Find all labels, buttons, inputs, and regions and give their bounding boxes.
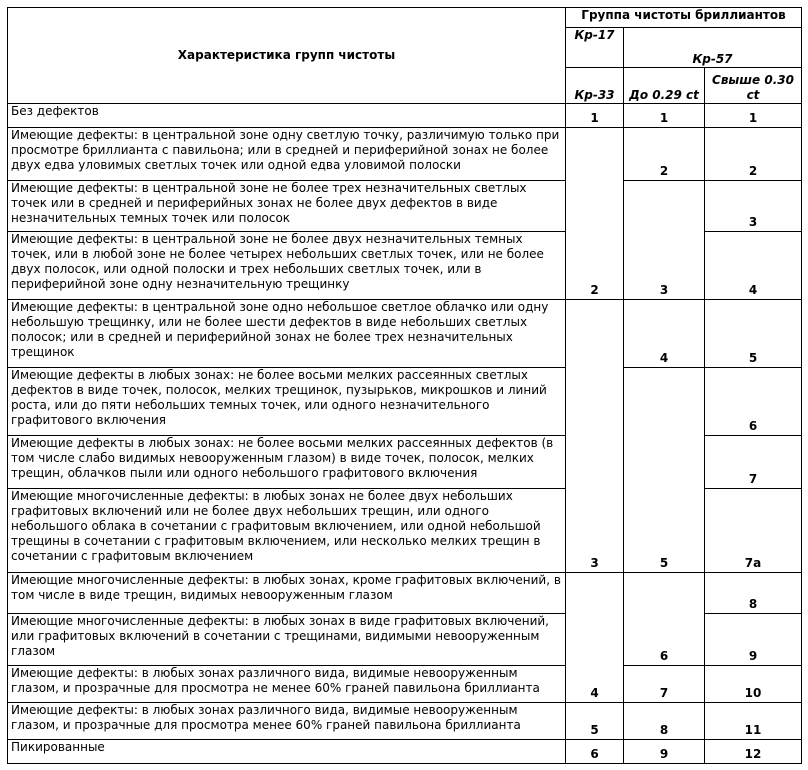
row-characteristic: Пикированные [8,740,566,764]
header-upto029: До 0.29 ct [624,68,705,104]
upto029-cell: 6 [624,573,705,666]
kr33-cell: 2 [566,128,624,300]
row-characteristic: Имеющие многочисленные дефекты: в любых зонах не более двух небольших графитовых включений или не более двух небольших трещин, или одного небольшого облака в сочетании с графитовым включением, или одной небольшой трещины в сочетании с графитовым включением, или несколько мелких трещин в сочетании с графитовым включением [8,489,566,573]
over030-cell: 8 [705,573,802,614]
upto029-cell: 2 [624,128,705,181]
upto029-cell: 9 [624,740,705,764]
row-characteristic: Имеющие дефекты в любых зонах: не более восьми мелких рассеянных светлых дефектов в виде точек, полосок, мелких трещинок, пузырьков, микрошков и линий роста, или до пяти небольших темных точек, или одного незначительного графитового включения [8,368,566,436]
over030-cell: 1 [705,104,802,128]
row-characteristic: Имеющие дефекты: в любых зонах различного вида, видимые невооруженным глазом, и прозрачные для просмотра не менее 60% граней павильона бриллианта [8,666,566,703]
over030-cell: 7 [705,436,802,489]
row-characteristic: Имеющие многочисленные дефекты: в любых зонах, кроме графитовых включений, в том числе в виде трещин, видимых невооруженным глазом [8,573,566,614]
header-group-title: Группа чистоты бриллиантов [566,8,802,28]
header-kr17: Кр-17 [566,28,624,68]
upto029-cell: 7 [624,666,705,703]
over030-cell: 10 [705,666,802,703]
row-characteristic: Имеющие многочисленные дефекты: в любых зонах в виде графитовых включений, или графитовых включений в сочетании с трещинами, видимыми невооруженным глазом [8,614,566,666]
header-kr33: Кр-33 [566,68,624,104]
over030-cell: 3 [705,181,802,232]
row-characteristic: Имеющие дефекты: в центральной зоне не более трех незначительных светлых точек или в средней и периферийных зонах не более двух дефектов в виде незначительных темных точек или полосок [8,181,566,232]
row-characteristic: Без дефектов [8,104,566,128]
over030-cell: 2 [705,128,802,181]
over030-cell: 7а [705,489,802,573]
row-characteristic: Имеющие дефекты: в любых зонах различного вида, видимые невооруженным глазом, и прозрачные для просмотра менее 60% граней павильона бриллианта [8,703,566,740]
upto029-cell: 4 [624,300,705,368]
upto029-cell: 1 [624,104,705,128]
row-characteristic: Имеющие дефекты: в центральной зоне одно небольшое светлое облачко или одну небольшую трещинку, или не более шести дефектов в виде небольших светлых полосок; или в средней и периферийной зонах не более трех незначительных трещинок [8,300,566,368]
over030-cell: 4 [705,232,802,300]
upto029-cell: 8 [624,703,705,740]
kr33-cell: 3 [566,300,624,573]
over030-cell: 6 [705,368,802,436]
over030-cell: 12 [705,740,802,764]
kr33-cell: 4 [566,573,624,703]
kr33-cell: 6 [566,740,624,764]
kr33-cell: 1 [566,104,624,128]
over030-cell: 9 [705,614,802,666]
over030-cell: 11 [705,703,802,740]
row-characteristic: Имеющие дефекты в любых зонах: не более восьми мелких рассеянных дефектов (в том числе слабо видимых невооруженным глазом) в виде точек, полосок, мелких трещин, облачков пыли или одного небольшого графитового включения [8,436,566,489]
row-characteristic: Имеющие дефекты: в центральной зоне не более двух незначительных темных точек, или в любой зоне не более четырех небольших светлых точек, или не более двух полосок, или одной полоски и трех небольших светлых точек, или в периферийной зоне одну незначительную трещинку [8,232,566,300]
row-characteristic: Имеющие дефекты: в центральной зоне одну светлую точку, различимую только при просмотре бриллианта с павильона; или в средней и периферийной зонах не более двух едва уловимых светлых точек или одной едва уловимой полоски [8,128,566,181]
upto029-cell: 5 [624,368,705,573]
header-over030: Свыше 0.30 ct [705,68,802,104]
kr33-cell: 5 [566,703,624,740]
upto029-cell: 3 [624,181,705,300]
header-kr57: Кр-57 [624,28,802,68]
over030-cell: 5 [705,300,802,368]
clarity-table [7,7,802,764]
header-characteristic: Характеристика групп чистоты [8,8,566,104]
